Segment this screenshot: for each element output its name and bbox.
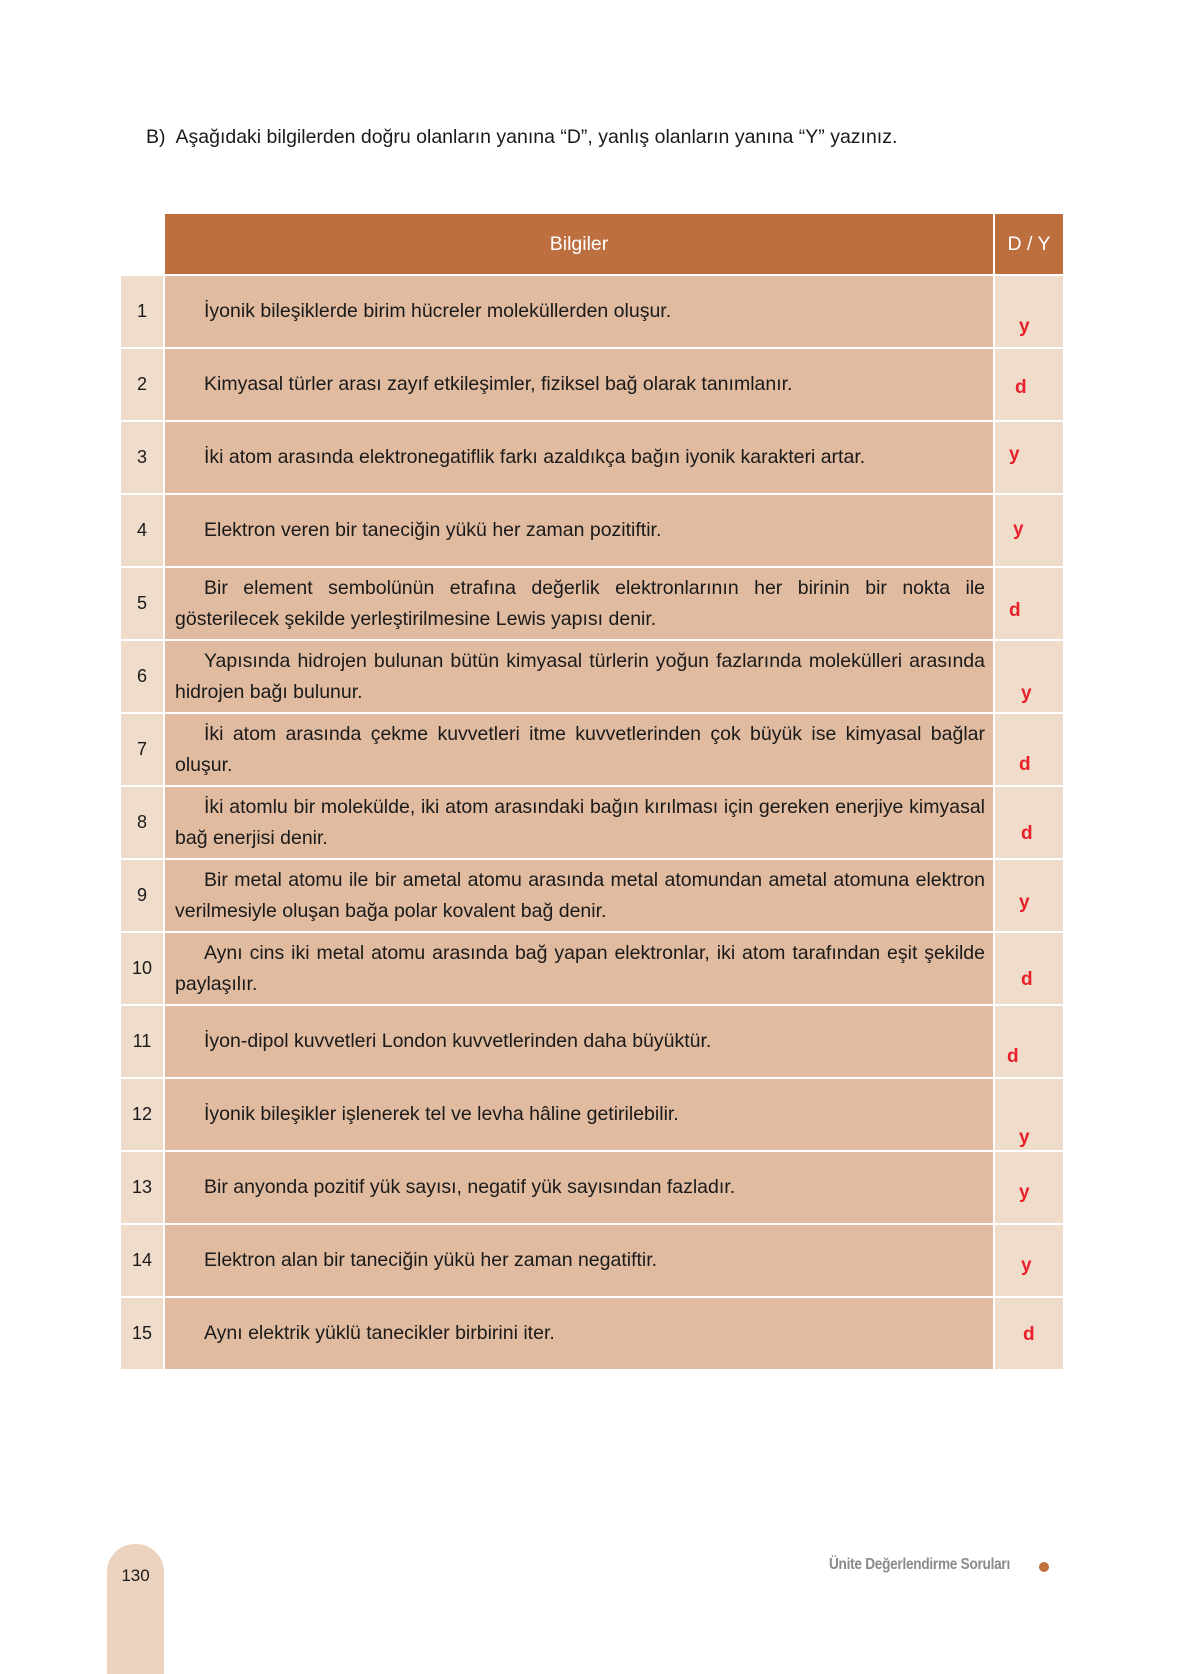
answer-cell[interactable] — [994, 786, 1064, 859]
page-number: 130 — [121, 1566, 150, 1585]
row-number: 12 — [120, 1078, 164, 1151]
row-number: 3 — [120, 421, 164, 494]
row-number: 1 — [120, 275, 164, 348]
row-number: 10 — [120, 932, 164, 1005]
answer-cell[interactable] — [994, 567, 1064, 640]
table-row — [120, 567, 1064, 640]
statement-text: Bir element sembolünün etrafına değerlik elektronlarının her birinin bir nokta ile gösterilecek şekilde yerleştirilmesine Lewis yapısı denir. — [164, 567, 994, 640]
answer-cell[interactable] — [994, 494, 1064, 567]
answer-mark: d — [1015, 377, 1027, 398]
answer-cell[interactable] — [994, 275, 1064, 348]
answer-mark: d — [1019, 754, 1031, 775]
page-number-tab — [107, 1544, 164, 1674]
blank-header — [120, 213, 164, 275]
instruction-label: B) — [146, 126, 166, 148]
true-false-table — [119, 212, 1065, 1371]
answer-mark: y — [1019, 1182, 1030, 1203]
answer-mark: d — [1007, 1046, 1019, 1067]
statement-text: Yapısında hidrojen bulunan bütün kimyasal türlerin yoğun fazlarında molekülleri arasında hidrojen bağı bulunur. — [164, 640, 994, 713]
answer-cell[interactable] — [994, 932, 1064, 1005]
statement-text: İyon-dipol kuvvetleri London kuvvetlerinden daha büyüktür. — [164, 1005, 994, 1078]
answer-mark: y — [1019, 1127, 1030, 1148]
table-row — [120, 494, 1064, 567]
answer-cell[interactable] — [994, 1297, 1064, 1370]
row-number: 2 — [120, 348, 164, 421]
statement-text: İyonik bileşikler işlenerek tel ve levha hâline getirilebilir. — [164, 1078, 994, 1151]
table-row — [120, 859, 1064, 932]
instruction — [146, 126, 897, 149]
answer-mark: y — [1021, 1255, 1032, 1276]
statement-text: İki atom arasında çekme kuvvetleri itme kuvvetlerinden çok büyük ise kimyasal bağlar oluşur. — [164, 713, 994, 786]
answer-mark: d — [1021, 969, 1033, 990]
statement-text: İki atom arasında elektronegatiflik farkı azaldıkça bağın iyonik karakteri artar. — [164, 421, 994, 494]
row-number: 15 — [120, 1297, 164, 1370]
answer-cell[interactable] — [994, 1151, 1064, 1224]
table-row — [120, 786, 1064, 859]
row-number: 13 — [120, 1151, 164, 1224]
answer-mark: d — [1023, 1324, 1035, 1345]
row-number: 7 — [120, 713, 164, 786]
table-row — [120, 713, 1064, 786]
answer-mark: d — [1021, 823, 1033, 844]
table-row — [120, 640, 1064, 713]
answer-cell[interactable] — [994, 859, 1064, 932]
answer-mark: y — [1019, 892, 1030, 913]
statement-text: Aynı cins iki metal atomu arasında bağ yapan elektronlar, iki atom tarafından eşit şekilde paylaşılır. — [164, 932, 994, 1005]
statement-text: Kimyasal türler arası zayıf etkileşimler, fiziksel bağ olarak tanımlanır. — [164, 348, 994, 421]
answer-cell[interactable] — [994, 1224, 1064, 1297]
row-number: 11 — [120, 1005, 164, 1078]
table-row — [120, 1224, 1064, 1297]
table-row — [120, 932, 1064, 1005]
statement-text: Elektron veren bir taneciğin yükü her zaman pozitiftir. — [164, 494, 994, 567]
statement-text: Elektron alan bir taneciğin yükü her zaman negatiftir. — [164, 1224, 994, 1297]
header-answer: D / Y — [994, 213, 1064, 275]
table-row — [120, 421, 1064, 494]
statement-text: Bir metal atomu ile bir ametal atomu arasında metal atomundan ametal atomuna elektron verilmesiyle oluşan bağa polar kovalent bağ denir. — [164, 859, 994, 932]
answer-cell[interactable] — [994, 1078, 1064, 1151]
row-number: 14 — [120, 1224, 164, 1297]
statement-text: Aynı elektrik yüklü tanecikler birbirini iter. — [164, 1297, 994, 1370]
row-number: 9 — [120, 859, 164, 932]
table-row — [120, 1151, 1064, 1224]
row-number: 6 — [120, 640, 164, 713]
table-row — [120, 1297, 1064, 1370]
answer-cell[interactable] — [994, 1005, 1064, 1078]
section-title: Ünite Değerlendirme Soruları — [828, 1556, 1010, 1573]
statement-text: İki atomlu bir molekülde, iki atom arasındaki bağın kırılması için gereken enerjiye kimyasal bağ enerjisi denir. — [164, 786, 994, 859]
answer-mark: d — [1009, 600, 1021, 621]
answer-cell[interactable] — [994, 713, 1064, 786]
table-row — [120, 348, 1064, 421]
answer-cell[interactable] — [994, 640, 1064, 713]
answer-mark: y — [1021, 683, 1032, 704]
bullet-dot-icon — [1039, 1562, 1049, 1572]
answer-mark: y — [1013, 519, 1024, 540]
header-info: Bilgiler — [164, 213, 994, 275]
statement-text: İyonik bileşiklerde birim hücreler moleküllerden oluşur. — [164, 275, 994, 348]
answer-cell[interactable] — [994, 348, 1064, 421]
answer-mark: y — [1019, 316, 1030, 337]
statement-text: Bir anyonda pozitif yük sayısı, negatif yük sayısından fazladır. — [164, 1151, 994, 1224]
row-number: 4 — [120, 494, 164, 567]
table-row — [120, 1078, 1064, 1151]
answer-mark: y — [1009, 444, 1020, 465]
instruction-text: Aşağıdaki bilgilerden doğru olanların yanına “D”, yanlış olanların yanına “Y” yazınız. — [175, 126, 898, 148]
answer-cell[interactable] — [994, 421, 1064, 494]
table-row — [120, 1005, 1064, 1078]
row-number: 8 — [120, 786, 164, 859]
table-row — [120, 275, 1064, 348]
row-number: 5 — [120, 567, 164, 640]
